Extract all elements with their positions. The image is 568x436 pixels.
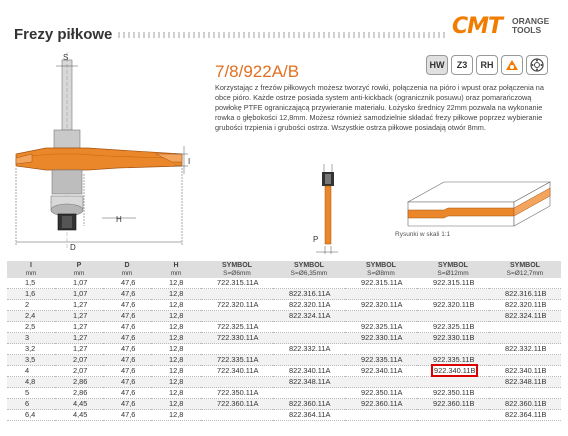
spec-cell: 1,6 xyxy=(7,289,55,300)
col-header: H mm xyxy=(151,261,201,278)
symbol-cell: 922.325.11A xyxy=(345,322,417,333)
symbol-cell xyxy=(345,344,417,355)
spec-cell: 1,27 xyxy=(55,322,103,333)
symbol-cell xyxy=(345,410,417,421)
spec-cell: 12,8 xyxy=(151,289,201,300)
symbol-cell-highlighted: 922.340.11B xyxy=(417,366,489,377)
spec-cell: 47,6 xyxy=(103,344,151,355)
spec-cell: 4,45 xyxy=(55,410,103,421)
spec-cell: 1,5 xyxy=(7,278,55,289)
badge-hw: HW xyxy=(426,55,448,75)
spec-cell: 1,27 xyxy=(55,344,103,355)
spec-cell: 12,8 xyxy=(151,388,201,399)
product-description: Korzystając z frezów piłkowych możesz tworzyć rowki, połączenia na pióro i wpust oraz połączenia na obce pióro. Każde ostrze posiada system anti-kickback (ogranicznik posuwu) oraz pomarańczową powłokę PTFE ograniczającą przywieranie materiału. Łożysko średnicy 22mm pozwala na wykonanie rowka o głębokości 12,8mm. Możesz również samodzielnie składać frezy piłkowe poprzez wybieranie grubości trzpienia i grubości ostrza. Wszystkie ostrza piłkowe posiadają otwór 8mm. xyxy=(215,83,544,132)
spec-cell: 12,8 xyxy=(151,410,201,421)
col-header: SYMBOL S=Ø8mm xyxy=(345,261,417,278)
spec-cell: 47,6 xyxy=(103,377,151,388)
spec-cell: 1,07 xyxy=(55,289,103,300)
col-header: D mm xyxy=(103,261,151,278)
spec-cell: 2 xyxy=(7,300,55,311)
col-header: I mm xyxy=(7,261,55,278)
spec-cell: 47,6 xyxy=(103,410,151,421)
logo-brand: CMT xyxy=(452,14,503,39)
symbol-cell: 822.324.11B xyxy=(489,311,561,322)
cmt-logo xyxy=(452,14,556,48)
symbol-cell: 922.340.11A xyxy=(345,366,417,377)
table-row xyxy=(7,333,561,344)
table-row xyxy=(7,344,561,355)
logo-line1: ORANGE xyxy=(512,16,550,26)
symbol-cell xyxy=(201,344,273,355)
spec-cell: 47,6 xyxy=(103,355,151,366)
table-row xyxy=(7,355,561,366)
label-h: H xyxy=(116,215,122,224)
symbol-cell: 722.330.11A xyxy=(201,333,273,344)
col-header: P mm xyxy=(55,261,103,278)
spec-cell: 2,4 xyxy=(7,311,55,322)
page-header xyxy=(0,0,568,52)
spec-cell: 1,27 xyxy=(55,311,103,322)
blade-side-view xyxy=(312,160,342,260)
symbol-cell xyxy=(273,278,345,289)
symbol-cell: 822.364.11A xyxy=(273,410,345,421)
symbol-cell xyxy=(417,311,489,322)
spec-cell: 47,6 xyxy=(103,300,151,311)
table-row xyxy=(7,366,561,377)
symbol-cell: 822.348.11A xyxy=(273,377,345,388)
spec-cell: 4,45 xyxy=(55,399,103,410)
spec-cell: 1,07 xyxy=(55,278,103,289)
spec-cell: 12,8 xyxy=(151,355,201,366)
spec-cell: 12,8 xyxy=(151,377,201,388)
spec-cell: 47,6 xyxy=(103,366,151,377)
table-row xyxy=(7,388,561,399)
symbol-cell: 722.335.11A xyxy=(201,355,273,366)
spec-cell: 47,6 xyxy=(103,278,151,289)
label-s: S xyxy=(63,53,69,62)
table-row xyxy=(7,399,561,410)
symbol-cell: 822.320.11B xyxy=(489,300,561,311)
symbol-cell xyxy=(417,377,489,388)
symbol-cell: 922.325.11B xyxy=(417,322,489,333)
symbol-cell: 822.320.11A xyxy=(273,300,345,311)
spec-cell: 12,8 xyxy=(151,333,201,344)
table-row xyxy=(7,300,561,311)
symbol-cell: 822.340.11B xyxy=(489,366,561,377)
bearing-icon xyxy=(526,55,548,75)
spec-cell: 3,2 xyxy=(7,344,55,355)
symbol-cell: 722.350.11A xyxy=(201,388,273,399)
symbol-cell xyxy=(489,333,561,344)
symbol-cell: 722.320.11A xyxy=(201,300,273,311)
spec-cell: 12,8 xyxy=(151,311,201,322)
spec-cell: 2,5 xyxy=(7,322,55,333)
symbol-cell xyxy=(273,388,345,399)
symbol-cell: 722.360.11A xyxy=(201,399,273,410)
symbol-cell: 822.364.11B xyxy=(489,410,561,421)
spec-cell: 12,8 xyxy=(151,278,201,289)
table-row xyxy=(7,410,561,421)
spec-cell: 1,27 xyxy=(55,300,103,311)
symbol-cell xyxy=(273,333,345,344)
spec-cell: 2,86 xyxy=(55,377,103,388)
symbol-cell xyxy=(489,355,561,366)
spec-cell: 12,8 xyxy=(151,366,201,377)
symbol-cell xyxy=(201,410,273,421)
spec-cell: 12,8 xyxy=(151,344,201,355)
product-code: 7/8/922A/B xyxy=(215,62,300,81)
symbol-cell: 922.335.11A xyxy=(345,355,417,366)
symbol-cell: 922.330.11B xyxy=(417,333,489,344)
symbol-cell: 822.360.11A xyxy=(273,399,345,410)
symbol-cell xyxy=(417,289,489,300)
spec-cell: 4,8 xyxy=(7,377,55,388)
symbol-cell: 722.325.11A xyxy=(201,322,273,333)
feature-badges xyxy=(426,55,548,77)
symbol-cell: 922.350.11A xyxy=(345,388,417,399)
symbol-cell xyxy=(345,311,417,322)
symbol-cell: 922.330.11A xyxy=(345,333,417,344)
spec-cell: 2,07 xyxy=(55,366,103,377)
col-header: SYMBOL S=Ø6mm xyxy=(201,261,273,278)
spec-cell: 12,8 xyxy=(151,322,201,333)
spec-cell: 47,6 xyxy=(103,388,151,399)
spec-cell: 47,6 xyxy=(103,333,151,344)
spec-cell: 2,07 xyxy=(55,355,103,366)
symbol-cell: 922.320.11B xyxy=(417,300,489,311)
spec-cell: 6,4 xyxy=(7,410,55,421)
scale-note: Rysunki w skali 1:1 xyxy=(395,231,451,238)
page-title: Frezy piłkowe xyxy=(14,26,113,43)
table-row xyxy=(7,278,561,289)
spec-cell: 6 xyxy=(7,399,55,410)
symbol-cell: 922.360.11A xyxy=(345,399,417,410)
spec-cell: 47,6 xyxy=(103,399,151,410)
label-d: D xyxy=(70,243,76,252)
symbol-cell xyxy=(201,311,273,322)
symbol-cell xyxy=(273,322,345,333)
spec-cell: 2,86 xyxy=(55,388,103,399)
badge-z3: Z3 xyxy=(451,55,473,75)
logo-subtitle xyxy=(512,17,562,35)
table-row xyxy=(7,322,561,333)
badge-rh: RH xyxy=(476,55,498,75)
symbol-cell xyxy=(417,410,489,421)
logo-line2: TOOLS xyxy=(512,25,542,35)
col-header: SYMBOL S=Ø12,7mm xyxy=(489,261,561,278)
spec-cell: 3,5 xyxy=(7,355,55,366)
symbol-cell: 822.340.11A xyxy=(273,366,345,377)
symbol-cell: 822.324.11A xyxy=(273,311,345,322)
symbol-cell: 722.340.11A xyxy=(201,366,273,377)
spec-cell: 12,8 xyxy=(151,399,201,410)
symbol-cell: 922.335.11B xyxy=(417,355,489,366)
label-i: I xyxy=(188,157,191,166)
table-header-row xyxy=(7,261,561,278)
symbol-cell: 822.332.11A xyxy=(273,344,345,355)
spec-cell: 4 xyxy=(7,366,55,377)
symbol-cell: 822.348.11B xyxy=(489,377,561,388)
symbol-cell: 822.360.11B xyxy=(489,399,561,410)
spec-cell: 12,8 xyxy=(151,300,201,311)
spec-cell: 47,6 xyxy=(103,289,151,300)
spec-cell: 47,6 xyxy=(103,322,151,333)
symbol-cell: 722.315.11A xyxy=(201,278,273,289)
symbol-cell: 922.360.11B xyxy=(417,399,489,410)
title-decoration xyxy=(118,32,448,38)
spec-cell: 3 xyxy=(7,333,55,344)
symbol-cell: 922.350.11B xyxy=(417,388,489,399)
table-row xyxy=(7,311,561,322)
table-row xyxy=(7,289,561,300)
symbol-cell xyxy=(417,344,489,355)
col-header: SYMBOL S=Ø12mm xyxy=(417,261,489,278)
symbol-cell xyxy=(489,388,561,399)
symbol-cell xyxy=(489,322,561,333)
symbol-cell xyxy=(345,377,417,388)
product-table xyxy=(7,261,561,421)
label-p: P xyxy=(313,235,319,244)
groove-diagram xyxy=(404,180,554,230)
symbol-cell: 822.316.11B xyxy=(489,289,561,300)
col-header: SYMBOL S=Ø6,35mm xyxy=(273,261,345,278)
symbol-cell: 822.316.11A xyxy=(273,289,345,300)
spec-cell: 5 xyxy=(7,388,55,399)
symbol-cell xyxy=(273,355,345,366)
spec-cell: 1,27 xyxy=(55,333,103,344)
router-bit-drawing xyxy=(6,50,206,256)
spec-cell: 47,6 xyxy=(103,311,151,322)
symbol-cell: 822.332.11B xyxy=(489,344,561,355)
symbol-cell: 922.315.11B xyxy=(417,278,489,289)
symbol-cell: 922.320.11A xyxy=(345,300,417,311)
symbol-cell: 922.315.11A xyxy=(345,278,417,289)
symbol-cell xyxy=(201,289,273,300)
symbol-cell xyxy=(201,377,273,388)
symbol-cell xyxy=(489,278,561,289)
symbol-cell xyxy=(345,289,417,300)
anti-kickback-icon xyxy=(501,55,523,75)
table-row xyxy=(7,377,561,388)
